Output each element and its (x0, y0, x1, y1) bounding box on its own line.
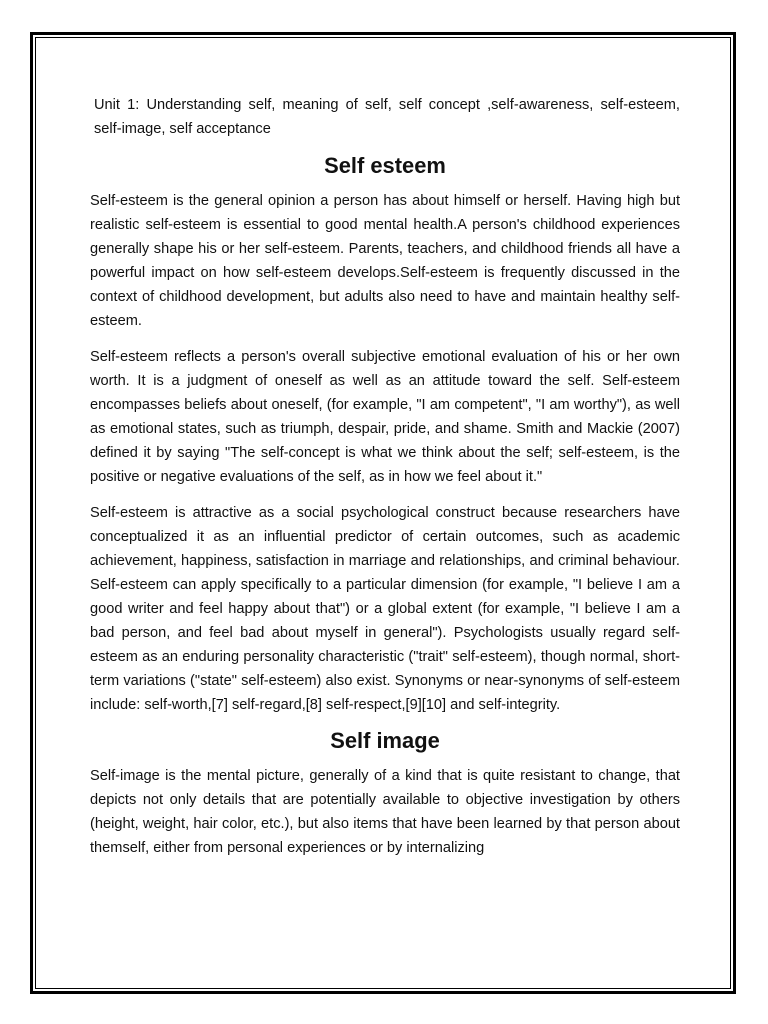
section-heading-self-image: Self image (330, 728, 440, 753)
paragraph: Self-esteem reflects a person's overall subjective emotional evaluation of his or her own worth. It is a judgment of oneself as well as an attitude toward the self. Self-esteem encompasses beliefs about oneself, (for example, "I am competent", "I am worthy"), as well as emotional states, such as triumph, despair, pride, and shame. Smith and Mackie (2007) defined it by saying "The self-concept is what we think about the self; self-esteem, is the positive or negative evaluations of the self, as in how we feel about it." (90, 349, 680, 485)
document-body (90, 93, 680, 872)
section-heading-self-esteem: Self esteem (324, 153, 446, 178)
paragraph: Self-esteem is the general opinion a person has about himself or herself. Having high but realistic self-esteem is essential to good mental health.A person's childhood experiences generally shape his or her self-esteem. Parents, teachers, and childhood friends all have a powerful impact on how self-esteem develops.Self-esteem is frequently discussed in the context of childhood development, but adults also need to have and maintain healthy self-esteem. (90, 193, 680, 329)
paragraph: Self-esteem is attractive as a social psychological construct because researchers have conceptualized it as an influential predictor of certain outcomes, such as academic achievement, happiness, satisfaction in marriage and relationships, and criminal behaviour. Self-esteem can apply specifically to a particular dimension (for example, "I believe I am a good writer and feel happy about that") or a global extent (for example, "I believe I am a bad person, and feel bad about myself in general"). Psychologists usually regard self-esteem as an enduring personality characteristic ("trait" self-esteem), though normal, short-term variations ("state" self-esteem) also exist. Synonyms or near-synonyms of self-esteem include: self-worth,[7] self-regard,[8] self-respect,[9][10] and self-integrity. (90, 505, 680, 713)
unit-title: Unit 1: Understanding self, meaning of self, self concept ,self-awareness, self-esteem, self-image, self acceptance (94, 97, 680, 137)
paragraph: Self-image is the mental picture, generally of a kind that is quite resistant to change, that depicts not only details that are potentially available to objective investigation by others (height, weight, hair color, etc.), but also items that have been learned by that person about themself, either from personal experiences or by internalizing (90, 768, 680, 856)
